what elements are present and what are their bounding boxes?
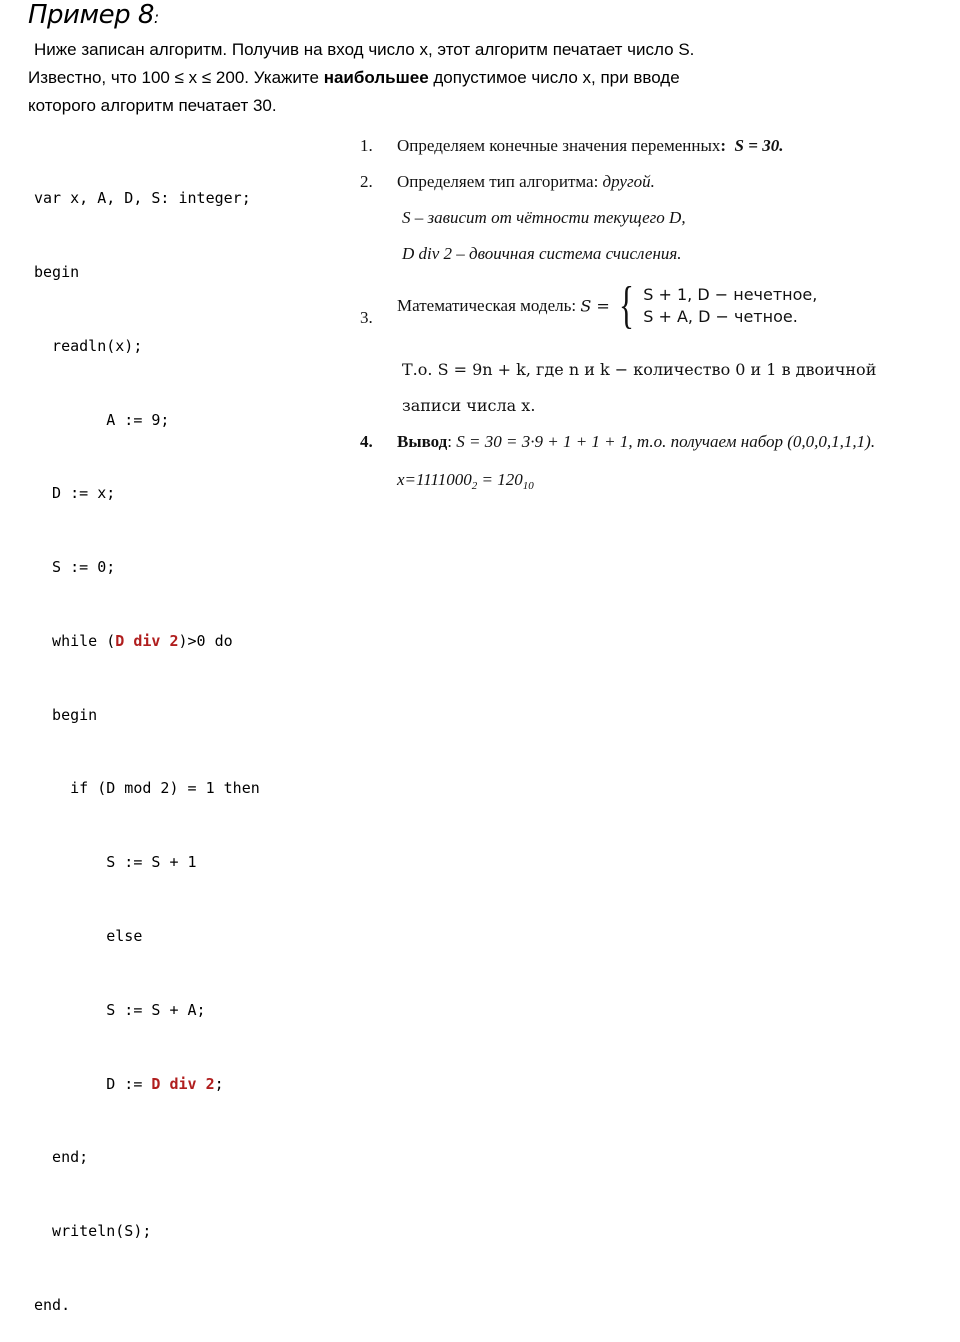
- problem-line-3: которого алгоритм печатает 30.: [28, 96, 277, 115]
- case-odd: S + 1, D − нечетное,: [643, 285, 818, 304]
- step-2-text: Определяем тип алгоритма:: [397, 172, 603, 191]
- slide-title: [28, 0, 159, 30]
- code-line: if (D mod 2) = 1 then: [34, 779, 260, 798]
- step-3-text: Математическая модель:: [397, 296, 581, 315]
- problem-line-2-start: Известно, что 100 ≤ x ≤ 200. Укажите: [28, 68, 324, 87]
- decimal-value: = 120: [477, 470, 523, 489]
- slide-title-text: Пример 8: [28, 0, 154, 30]
- code-fragment: ;: [214, 1074, 224, 1093]
- problem-line-1: Ниже записан алгоритм. Получив на вход число x, этот алгоритм печатает число S.: [34, 40, 695, 59]
- code-line: readln(x);: [34, 336, 143, 355]
- code-line: else: [34, 927, 143, 945]
- step-2-detail-a: S – зависит от чётности текущего D,: [402, 208, 686, 227]
- code-fragment: D :=: [34, 1074, 152, 1093]
- step-2-value: другой.: [602, 172, 655, 191]
- decimal-base: 10: [522, 480, 534, 492]
- step-number: 3.: [360, 308, 373, 327]
- problem-statement: [28, 36, 928, 120]
- cases-block: [643, 284, 817, 328]
- math-model: [397, 277, 818, 334]
- code-line: var x, A, D, S: integer;: [34, 189, 251, 208]
- step-1-text: Определяем конечные значения переменных: [397, 136, 721, 155]
- conclusion-label: Вывод: [397, 432, 448, 451]
- code-line: end;: [34, 1148, 89, 1167]
- step-1-value: S = 30.: [734, 136, 784, 155]
- code-line: begin: [34, 262, 80, 281]
- code-line: D := x;: [34, 484, 116, 503]
- code-listing: [34, 137, 260, 1342]
- code-highlight: D div 2: [115, 631, 179, 650]
- step-3-note-2: записи числа x.: [402, 396, 536, 415]
- problem-line-2: [28, 64, 928, 92]
- code-line: S := 0;: [34, 558, 116, 577]
- math-lhs: S =: [580, 296, 610, 316]
- step-text: [397, 172, 655, 192]
- conclusion-colon: :: [447, 432, 453, 451]
- code-fragment: while (: [34, 631, 116, 650]
- step-number: 4.: [360, 432, 373, 451]
- code-fragment: )>0 do: [178, 631, 233, 650]
- step-number: 1.: [360, 136, 373, 155]
- problem-bold-word: наибольшее: [323, 68, 429, 87]
- code-line: [34, 629, 260, 654]
- step-2-detail-b: D div 2 – двоичная система счисления.: [402, 244, 682, 263]
- code-line: writeln(S);: [34, 1222, 152, 1241]
- step-text: [397, 136, 783, 156]
- step-1-colon: :: [720, 136, 727, 155]
- slide-title-colon: :: [153, 8, 159, 27]
- step-number: 2.: [360, 172, 373, 191]
- brace-glyph: {: [619, 277, 635, 334]
- code-highlight: D div 2: [151, 1074, 215, 1093]
- code-line: begin: [34, 705, 98, 724]
- code-line: S := S + 1: [34, 853, 197, 872]
- cases-brace: [614, 277, 639, 334]
- code-line: A := 9;: [34, 410, 170, 429]
- case-even: S + A, D − четное.: [643, 307, 798, 326]
- binary-base: 2: [471, 480, 478, 492]
- problem-line-2-end: допустимое число x, при вводе: [428, 68, 680, 87]
- code-line: [34, 1072, 260, 1097]
- code-line: S := S + A;: [34, 1000, 206, 1019]
- binary-value: x=1111000: [397, 470, 472, 489]
- code-line: end.: [34, 1295, 71, 1314]
- binary-result: [397, 470, 534, 492]
- step-text: [397, 432, 875, 452]
- conclusion-text: S = 30 = 3·9 + 1 + 1 + 1, т.о. получаем набор (0,0,0,1,1,1).: [456, 432, 876, 451]
- step-3-note-1: Т.о. S = 9n + k, где n и k − количество 0 и 1 в двоичной: [402, 360, 877, 379]
